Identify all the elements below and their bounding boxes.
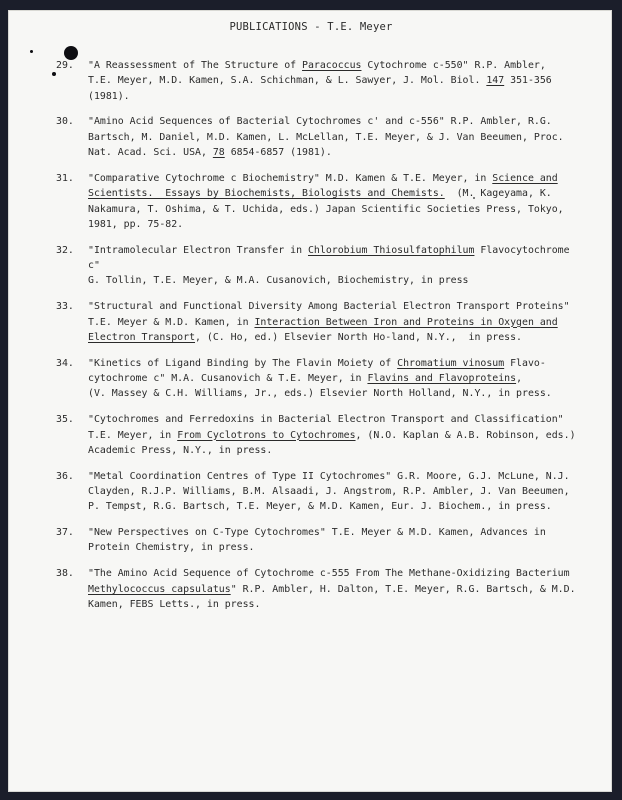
- citation-text: , (C. Ho, ed.) Elsevier North Ho-land, N.Y., in press.: [195, 331, 523, 343]
- underlined-title: Science and: [492, 172, 558, 184]
- publication-number: 31.: [56, 172, 74, 184]
- publication-number: 29.: [56, 60, 74, 71]
- citation-text: (M. Kageyama, K. Nakamura, T. Oshima, & T. Uchida, eds.) Japan Scientific Societies Press, Tokyo, 1981, pp. 75-82.: [88, 188, 564, 230]
- publication-entry: [56, 171, 576, 232]
- citation-text: Flavocytochrome c" G. Tollin, T.E. Meyer, & M.A. Cusanovich, Biochemistry, in press: [88, 244, 570, 287]
- citation-text: "Comparative Cytochrome c Biochemistry" M.D. Kamen & T.E. Meyer, in: [88, 172, 493, 184]
- underlined-title: 147: [486, 75, 505, 87]
- underlined-title: From Cyclotrons to Cytochromes: [177, 429, 356, 441]
- citation-text: "Kinetics of Ligand Binding by The Flavin Moiety of: [88, 357, 398, 369]
- publication-number: 38.: [56, 568, 74, 580]
- publication-citation: [88, 356, 576, 402]
- publication-entry: [56, 525, 576, 556]
- underlined-title: Paracoccus: [302, 60, 362, 71]
- citation-text: "Amino Acid Sequences of Bacterial Cytochromes c' and c-556" R.P. Ambler, R.G. Bartsch, M. Daniel, M.D. Kamen, L. McLellan, T.E. Meyer, & J. Van Beeumen, Proc. Nat. Acad. Sci. USA,: [88, 116, 564, 159]
- publication-citation: [88, 58, 576, 104]
- publication-entry: [56, 356, 576, 402]
- citation-text: "The Amino Acid Sequence of Cytochrome c-555 From The Methane-Oxidizing Bacterium: [88, 568, 570, 580]
- citation-text: 6854-6857 (1981).: [224, 147, 332, 159]
- underlined-title: Interaction Between Iron and Proteins in Oxygen and: [254, 316, 558, 328]
- publication-number: 32.: [56, 244, 74, 256]
- citation-text: , (V. Massey & C.H. Williams, Jr., eds.) Elsevier North Holland, N.Y., in press.: [88, 373, 552, 400]
- publication-entry: [56, 469, 576, 515]
- citation-text: , (N.O. Kaplan & A.B. Robinson, eds.) Academic Press, N.Y., in press.: [88, 429, 576, 456]
- citation-text: Cytochrome c-550" R.P. Ambler, T.E. Meyer, M.D. Kamen, S.A. Schichman, & L. Sawyer, J. Mol. Biol.: [88, 60, 546, 87]
- citation-text: "Structural and Functional Diversity Among Bacterial Electron Transport Proteins" T.E. Meyer & M.D. Kamen, in: [88, 301, 570, 328]
- publication-number: 37.: [56, 527, 74, 539]
- publication-citation: [88, 171, 576, 232]
- citation-text: " R.P. Ambler, H. Dalton, T.E. Meyer, R.G. Bartsch, & M.D. Kamen, FEBS Letts., in press.: [88, 583, 576, 610]
- publication-number: 30.: [56, 116, 74, 128]
- publication-citation: [88, 525, 576, 556]
- citation-text: "Cytochromes and Ferredoxins in Bacterial Electron Transport and Classification" T.E. Meyer, in: [88, 414, 564, 441]
- underlined-title: Chlorobium Thiosulfatophilum: [307, 244, 475, 256]
- publication-number: 36.: [56, 470, 74, 482]
- publication-number: 35.: [56, 414, 74, 426]
- publication-citation: [88, 566, 576, 612]
- citation-text: 351-356 (1981).: [88, 75, 558, 102]
- publication-entry: [56, 299, 576, 345]
- citation-text: Flavo- cytochrome c" M.A. Cusanovich & T.E. Meyer, in: [88, 357, 546, 385]
- publication-list: [56, 58, 576, 623]
- publication-entry: [56, 58, 576, 104]
- underlined-title: Methylococcus capsulatus: [88, 583, 231, 595]
- ink-speck: [30, 50, 33, 53]
- citation-text: "Metal Coordination Centres of Type II Cytochromes" G.R. Moore, G.J. McLune, N.J. Clayden, R.J.P. Williams, B.M. Alsaadi, J. Angstrom, R.P. Ambler, J. Van Beeumen, P. Tempst, R.G. Bartsch, T.E. Meyer, & M.D. Kamen, Eur. J. Biochem., in press.: [88, 470, 570, 513]
- publication-entry: [56, 114, 576, 160]
- underlined-title: Chromatium vinosum: [397, 357, 505, 369]
- page-title: PUBLICATIONS - T.E. Meyer: [229, 21, 393, 33]
- publication-number: 34.: [56, 357, 74, 369]
- underlined-title: Flavins and Flavoproteins: [367, 373, 517, 385]
- underlined-title: Scientists. Essays by Biochemists, Biologists and Chemists.: [88, 188, 445, 200]
- publication-citation: [88, 469, 576, 515]
- publication-number: 33.: [56, 301, 74, 313]
- publication-entry: [56, 566, 576, 612]
- publication-entry: [56, 243, 576, 289]
- publication-entry: [56, 412, 576, 458]
- underlined-title: 78: [212, 147, 225, 159]
- citation-text: "New Perspectives on C-Type Cytochromes" T.E. Meyer & M.D. Kamen, Advances in Protein Chemistry, in press.: [88, 527, 546, 554]
- citation-text: "A Reassessment of The Structure of: [88, 60, 303, 71]
- publication-citation: [88, 299, 576, 345]
- publication-citation: [88, 243, 576, 289]
- citation-text: "Intramolecular Electron Transfer in: [88, 244, 308, 256]
- publication-citation: [88, 412, 576, 458]
- publication-citation: [88, 114, 576, 160]
- underlined-title: Electron Transport: [88, 331, 196, 343]
